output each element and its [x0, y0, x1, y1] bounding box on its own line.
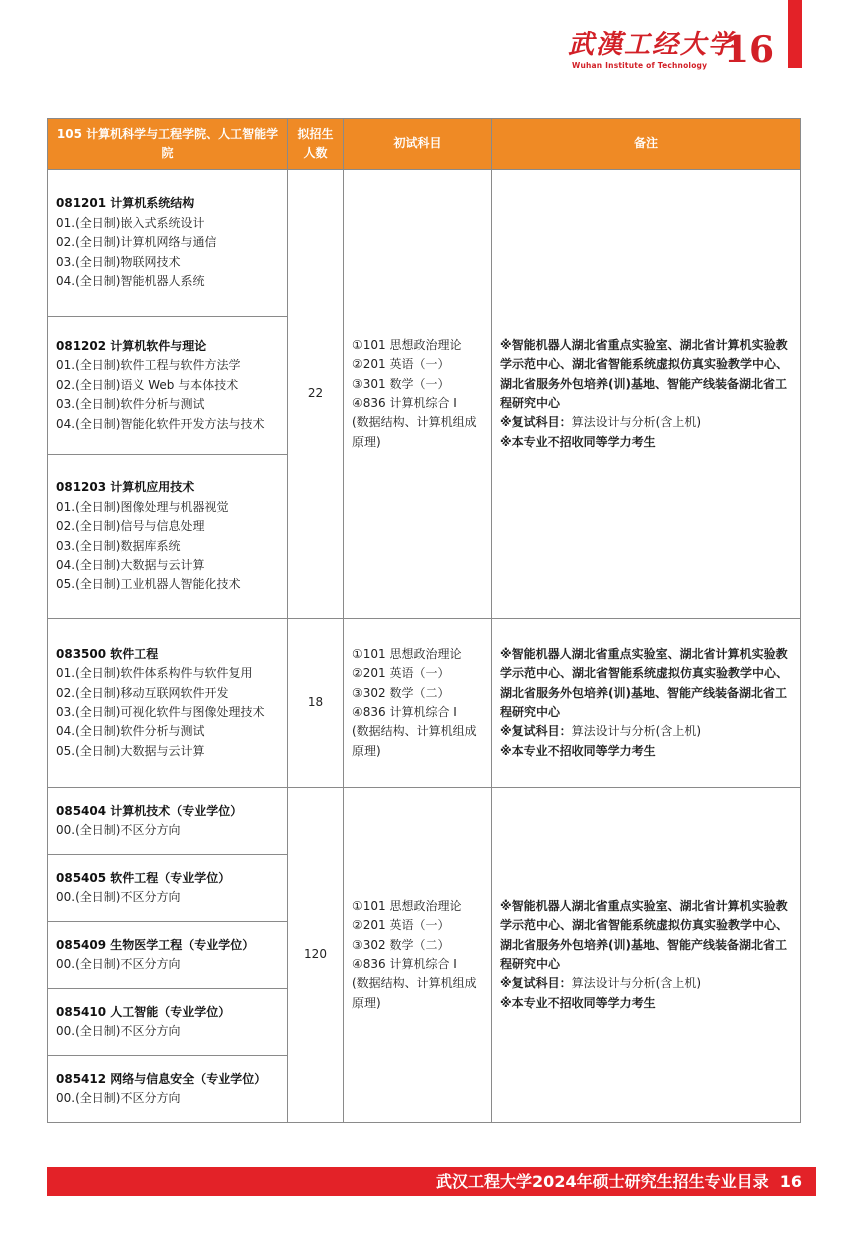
direction-item: 01.(全日制)图像处理与机器视觉 [56, 499, 229, 514]
remark-retest-value: 算法设计与分析(含上机) [571, 724, 702, 739]
remark-labs: ※智能机器人湖北省重点实验室、湖北省计算机实验教学示范中心、湖北省智能系统虚拟仿真实验教学中心、湖北省服务外包培养(训)基地、智能产线装备湖北省工程研究中心 [500, 898, 789, 971]
program-code: 085412 网络与信息安全（专业学位） [56, 1071, 267, 1086]
program-cell [48, 989, 288, 1056]
direction-item: 04.(全日制)软件分析与测试 [56, 724, 205, 739]
remarks-cell [492, 619, 801, 788]
program-code: 085410 人工智能（专业学位） [56, 1004, 231, 1019]
remark-retest [500, 413, 794, 432]
direction-item: 00.(全日制)不区分方向 [56, 890, 181, 904]
program-code: 083500 软件工程 [56, 646, 159, 661]
exam-subjects-cell [344, 788, 492, 1123]
exam-subject-item: ①101 思想政治理论 [352, 337, 462, 352]
footer-title [436, 1167, 802, 1196]
program-catalog-table [47, 118, 801, 1123]
quota-cell: 18 [288, 619, 344, 788]
direction-item: 04.(全日制)大数据与云计算 [56, 557, 205, 572]
direction-item: 03.(全日制)物联网技术 [56, 254, 181, 269]
header-page-number: 16 [724, 29, 775, 71]
program-cell [48, 317, 288, 455]
direction-item: 05.(全日制)大数据与云计算 [56, 743, 205, 758]
exam-subject-item: ②201 英语（一） [352, 666, 450, 681]
remark-retest-value: 算法设计与分析(含上机) [571, 415, 702, 430]
table-header-row [48, 119, 801, 170]
direction-item: 03.(全日制)可视化软件与图像处理技术 [56, 705, 265, 719]
exam-subject-item: ②201 英语（一） [352, 918, 450, 933]
exam-subject-item: ③301 数学（一） [352, 376, 450, 391]
direction-item: 03.(全日制)软件分析与测试 [56, 397, 205, 412]
exam-subject-item: ①101 思想政治理论 [352, 898, 462, 913]
remark-retest-label: ※复试科目： [500, 415, 572, 430]
direction-item: 00.(全日制)不区分方向 [56, 1091, 181, 1105]
program-code: 081202 计算机软件与理论 [56, 338, 207, 353]
table-row [48, 619, 801, 788]
logo-chinese-name: 武漢工经大学 [568, 30, 737, 60]
remark-retest-value: 算法设计与分析(含上机) [571, 976, 702, 991]
column-header-exam-subjects: 初试科目 [344, 119, 492, 170]
remark-retest-label: ※复试科目： [500, 724, 572, 739]
exam-subjects-cell [344, 619, 492, 788]
direction-item: 02.(全日制)移动互联网软件开发 [56, 685, 229, 700]
direction-item: 01.(全日制)软件工程与软件方法学 [56, 358, 241, 373]
column-header-remarks: 备注 [492, 119, 801, 170]
quota-cell: 120 [288, 788, 344, 1123]
top-accent-bar [788, 0, 802, 68]
program-cell [48, 619, 288, 788]
exam-subject-item: (数据结构、计算机组成原理) [352, 976, 477, 1010]
direction-item: 05.(全日制)工业机器人智能化技术 [56, 577, 241, 592]
remark-no-equivalent: ※本专业不招收同等学力考生 [500, 434, 656, 449]
remark-retest-label: ※复试科目： [500, 976, 572, 991]
column-header-school: 105 计算机科学与工程学院、人工智能学院 [48, 119, 288, 170]
program-cell [48, 1056, 288, 1123]
exam-subject-item: ③302 数学（二） [352, 937, 450, 952]
program-cell [48, 455, 288, 619]
exam-subject-item: (数据结构、计算机组成原理) [352, 415, 477, 449]
direction-item: 02.(全日制)计算机网络与通信 [56, 235, 217, 250]
direction-item: 00.(全日制)不区分方向 [56, 823, 181, 837]
direction-item: 04.(全日制)智能化软件开发方法与技术 [56, 416, 265, 431]
direction-item: 00.(全日制)不区分方向 [56, 1024, 181, 1038]
direction-item: 04.(全日制)智能机器人系统 [56, 274, 205, 289]
direction-item: 00.(全日制)不区分方向 [56, 957, 181, 971]
remark-retest [500, 722, 794, 741]
direction-item: 02.(全日制)语义 Web 与本体技术 [56, 377, 239, 392]
remarks-cell [492, 170, 801, 619]
exam-subject-item: ④836 计算机综合 I [352, 705, 457, 719]
exam-subject-item: (数据结构、计算机组成原理) [352, 724, 477, 758]
program-cell [48, 788, 288, 855]
direction-item: 01.(全日制)软件体系构件与软件复用 [56, 666, 253, 681]
table-row [48, 170, 801, 317]
footer-title-text: 武汉工程大学2024年硕士研究生招生专业目录 [436, 1172, 769, 1191]
table-row [48, 788, 801, 855]
program-code: 081203 计算机应用技术 [56, 480, 195, 495]
direction-item: 03.(全日制)数据库系统 [56, 538, 181, 553]
exam-subject-item: ②201 英语（一） [352, 357, 450, 372]
remark-no-equivalent: ※本专业不招收同等学力考生 [500, 995, 656, 1010]
direction-item: 02.(全日制)信号与信息处理 [56, 519, 205, 534]
quota-cell: 22 [288, 170, 344, 619]
exam-subject-item: ①101 思想政治理论 [352, 646, 462, 661]
exam-subject-item: ④836 计算机综合 I [352, 396, 457, 410]
program-cell [48, 922, 288, 989]
logo-english-name: Wuhan Institute of Technology [572, 61, 708, 70]
direction-item: 01.(全日制)嵌入式系统设计 [56, 215, 205, 230]
program-code: 081201 计算机系统结构 [56, 196, 195, 211]
program-code: 085409 生物医学工程（专业学位） [56, 937, 255, 952]
remark-no-equivalent: ※本专业不招收同等学力考生 [500, 743, 656, 758]
exam-subject-item: ③302 数学（二） [352, 685, 450, 700]
column-header-quota: 拟招生人数 [288, 119, 344, 170]
program-code: 085404 计算机技术（专业学位） [56, 803, 243, 818]
remark-labs: ※智能机器人湖北省重点实验室、湖北省计算机实验教学示范中心、湖北省智能系统虚拟仿真实验教学中心、湖北省服务外包培养(训)基地、智能产线装备湖北省工程研究中心 [500, 337, 789, 410]
remarks-cell [492, 788, 801, 1123]
exam-subjects-cell [344, 170, 492, 619]
footer-page-number: 16 [779, 1172, 802, 1191]
program-cell [48, 170, 288, 317]
footer-bar [47, 1167, 816, 1196]
program-code: 085405 软件工程（专业学位） [56, 870, 231, 885]
remark-retest [500, 974, 794, 993]
university-logo [568, 30, 737, 72]
remark-labs: ※智能机器人湖北省重点实验室、湖北省计算机实验教学示范中心、湖北省智能系统虚拟仿真实验教学中心、湖北省服务外包培养(训)基地、智能产线装备湖北省工程研究中心 [500, 646, 789, 719]
program-cell [48, 855, 288, 922]
exam-subject-item: ④836 计算机综合 I [352, 957, 457, 971]
